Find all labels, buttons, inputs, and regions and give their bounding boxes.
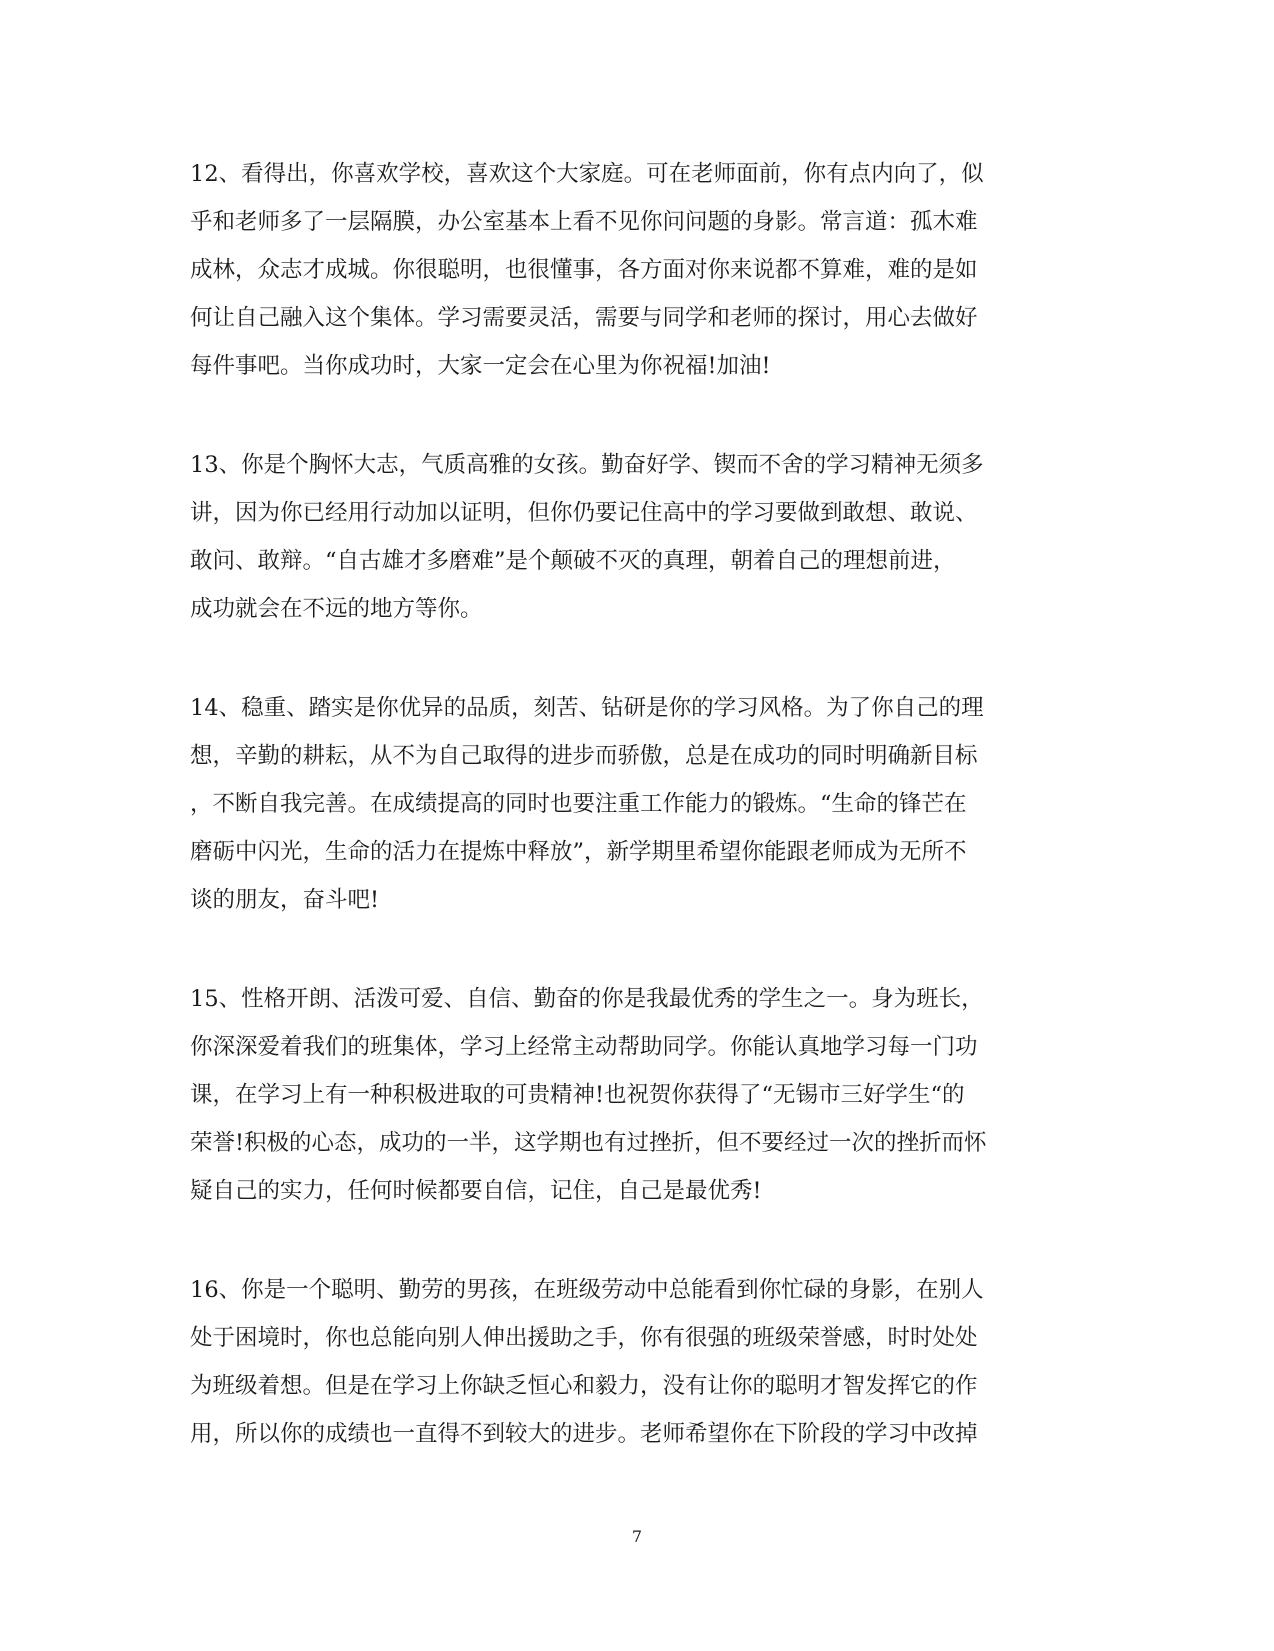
- text-line: 你深深爱着我们的班集体，学习上经常主动帮助同学。你能认真地学习每一门功: [190, 1034, 978, 1060]
- page-number: 7: [631, 1527, 643, 1546]
- text-line: 谈的朋友，奋斗吧!: [190, 887, 380, 913]
- text-line: 为班级着想。但是在学习上你缺乏恒心和毅力，没有让你的聪明才智发挥它的作: [190, 1373, 978, 1399]
- text-line: 乎和老师多了一层隔膜，办公室基本上看不见你问问题的身影。常言道：孤木难: [190, 209, 978, 235]
- text-line: 疑自己的实力，任何时候都要自信，记住，自己是最优秀!: [190, 1178, 762, 1204]
- paragraph-16: [190, 1266, 1070, 1458]
- paragraph-12: [190, 150, 1070, 390]
- text-line: 想，辛勤的耕耘，从不为自己取得的进步而骄傲，总是在成功的同时明确新目标: [190, 743, 978, 769]
- text-line: 14、稳重、踏实是你优异的品质，刻苦、钻研是你的学习风格。为了你自己的理: [190, 695, 984, 721]
- text-line: ，不断自我完善。在成绩提高的同时也要注重工作能力的锻炼。“生命的锋芒在: [190, 791, 967, 817]
- text-line: 何让自己融入这个集体。学习需要灵活，需要与同学和老师的探讨，用心去做好: [190, 305, 978, 331]
- text-line: 16、你是一个聪明、勤劳的男孩，在班级劳动中总能看到你忙碌的身影，在别人: [190, 1277, 984, 1303]
- text-line: 敢问、敢辩。“自古雄才多磨难”是个颠破不灭的真理，朝着自己的理想前进，: [190, 548, 956, 574]
- text-line: 15、性格开朗、活泼可爱、自信、勤奋的你是我最优秀的学生之一。身为班长，: [190, 986, 984, 1012]
- text-line: 12、看得出，你喜欢学校，喜欢这个大家庭。可在老师面前，你有点内向了，似: [190, 161, 984, 187]
- text-line: 成林，众志才成城。你很聪明，也很懂事，各方面对你来说都不算难，难的是如: [190, 257, 978, 283]
- text-line: 每件事吧。当你成功时，大家一定会在心里为你祝福!加油!: [190, 353, 771, 379]
- text-line: 荣誉!积极的心态，成功的一半，这学期也有过挫折，但不要经过一次的挫折而怀: [190, 1130, 987, 1156]
- text-line: 磨砺中闪光，生命的活力在提炼中释放”，新学期里希望你能跟老师成为无所不: [190, 839, 967, 865]
- text-line: 13、你是个胸怀大志，气质高雅的女孩。勤奋好学、锲而不舍的学习精神无须多: [190, 452, 984, 478]
- paragraph-14: [190, 684, 1070, 924]
- paragraph-15: [190, 975, 1070, 1215]
- text-line: 处于困境时，你也总能向别人伸出援助之手，你有很强的班级荣誉感，时时处处: [190, 1325, 978, 1351]
- text-line: 讲，因为你已经用行动加以证明，但你仍要记住高中的学习要做到敢想、敢说、: [190, 500, 978, 526]
- text-line: 成功就会在不远的地方等你。: [190, 596, 483, 622]
- paragraph-13: [190, 441, 1070, 633]
- document-body: [190, 150, 1070, 1509]
- text-line: 课，在学习上有一种积极进取的可贵精神!也祝贺你获得了“无锡市三好学生“的: [190, 1082, 965, 1108]
- text-line: 用，所以你的成绩也一直得不到较大的进步。老师希望你在下阶段的学习中改掉: [190, 1421, 978, 1447]
